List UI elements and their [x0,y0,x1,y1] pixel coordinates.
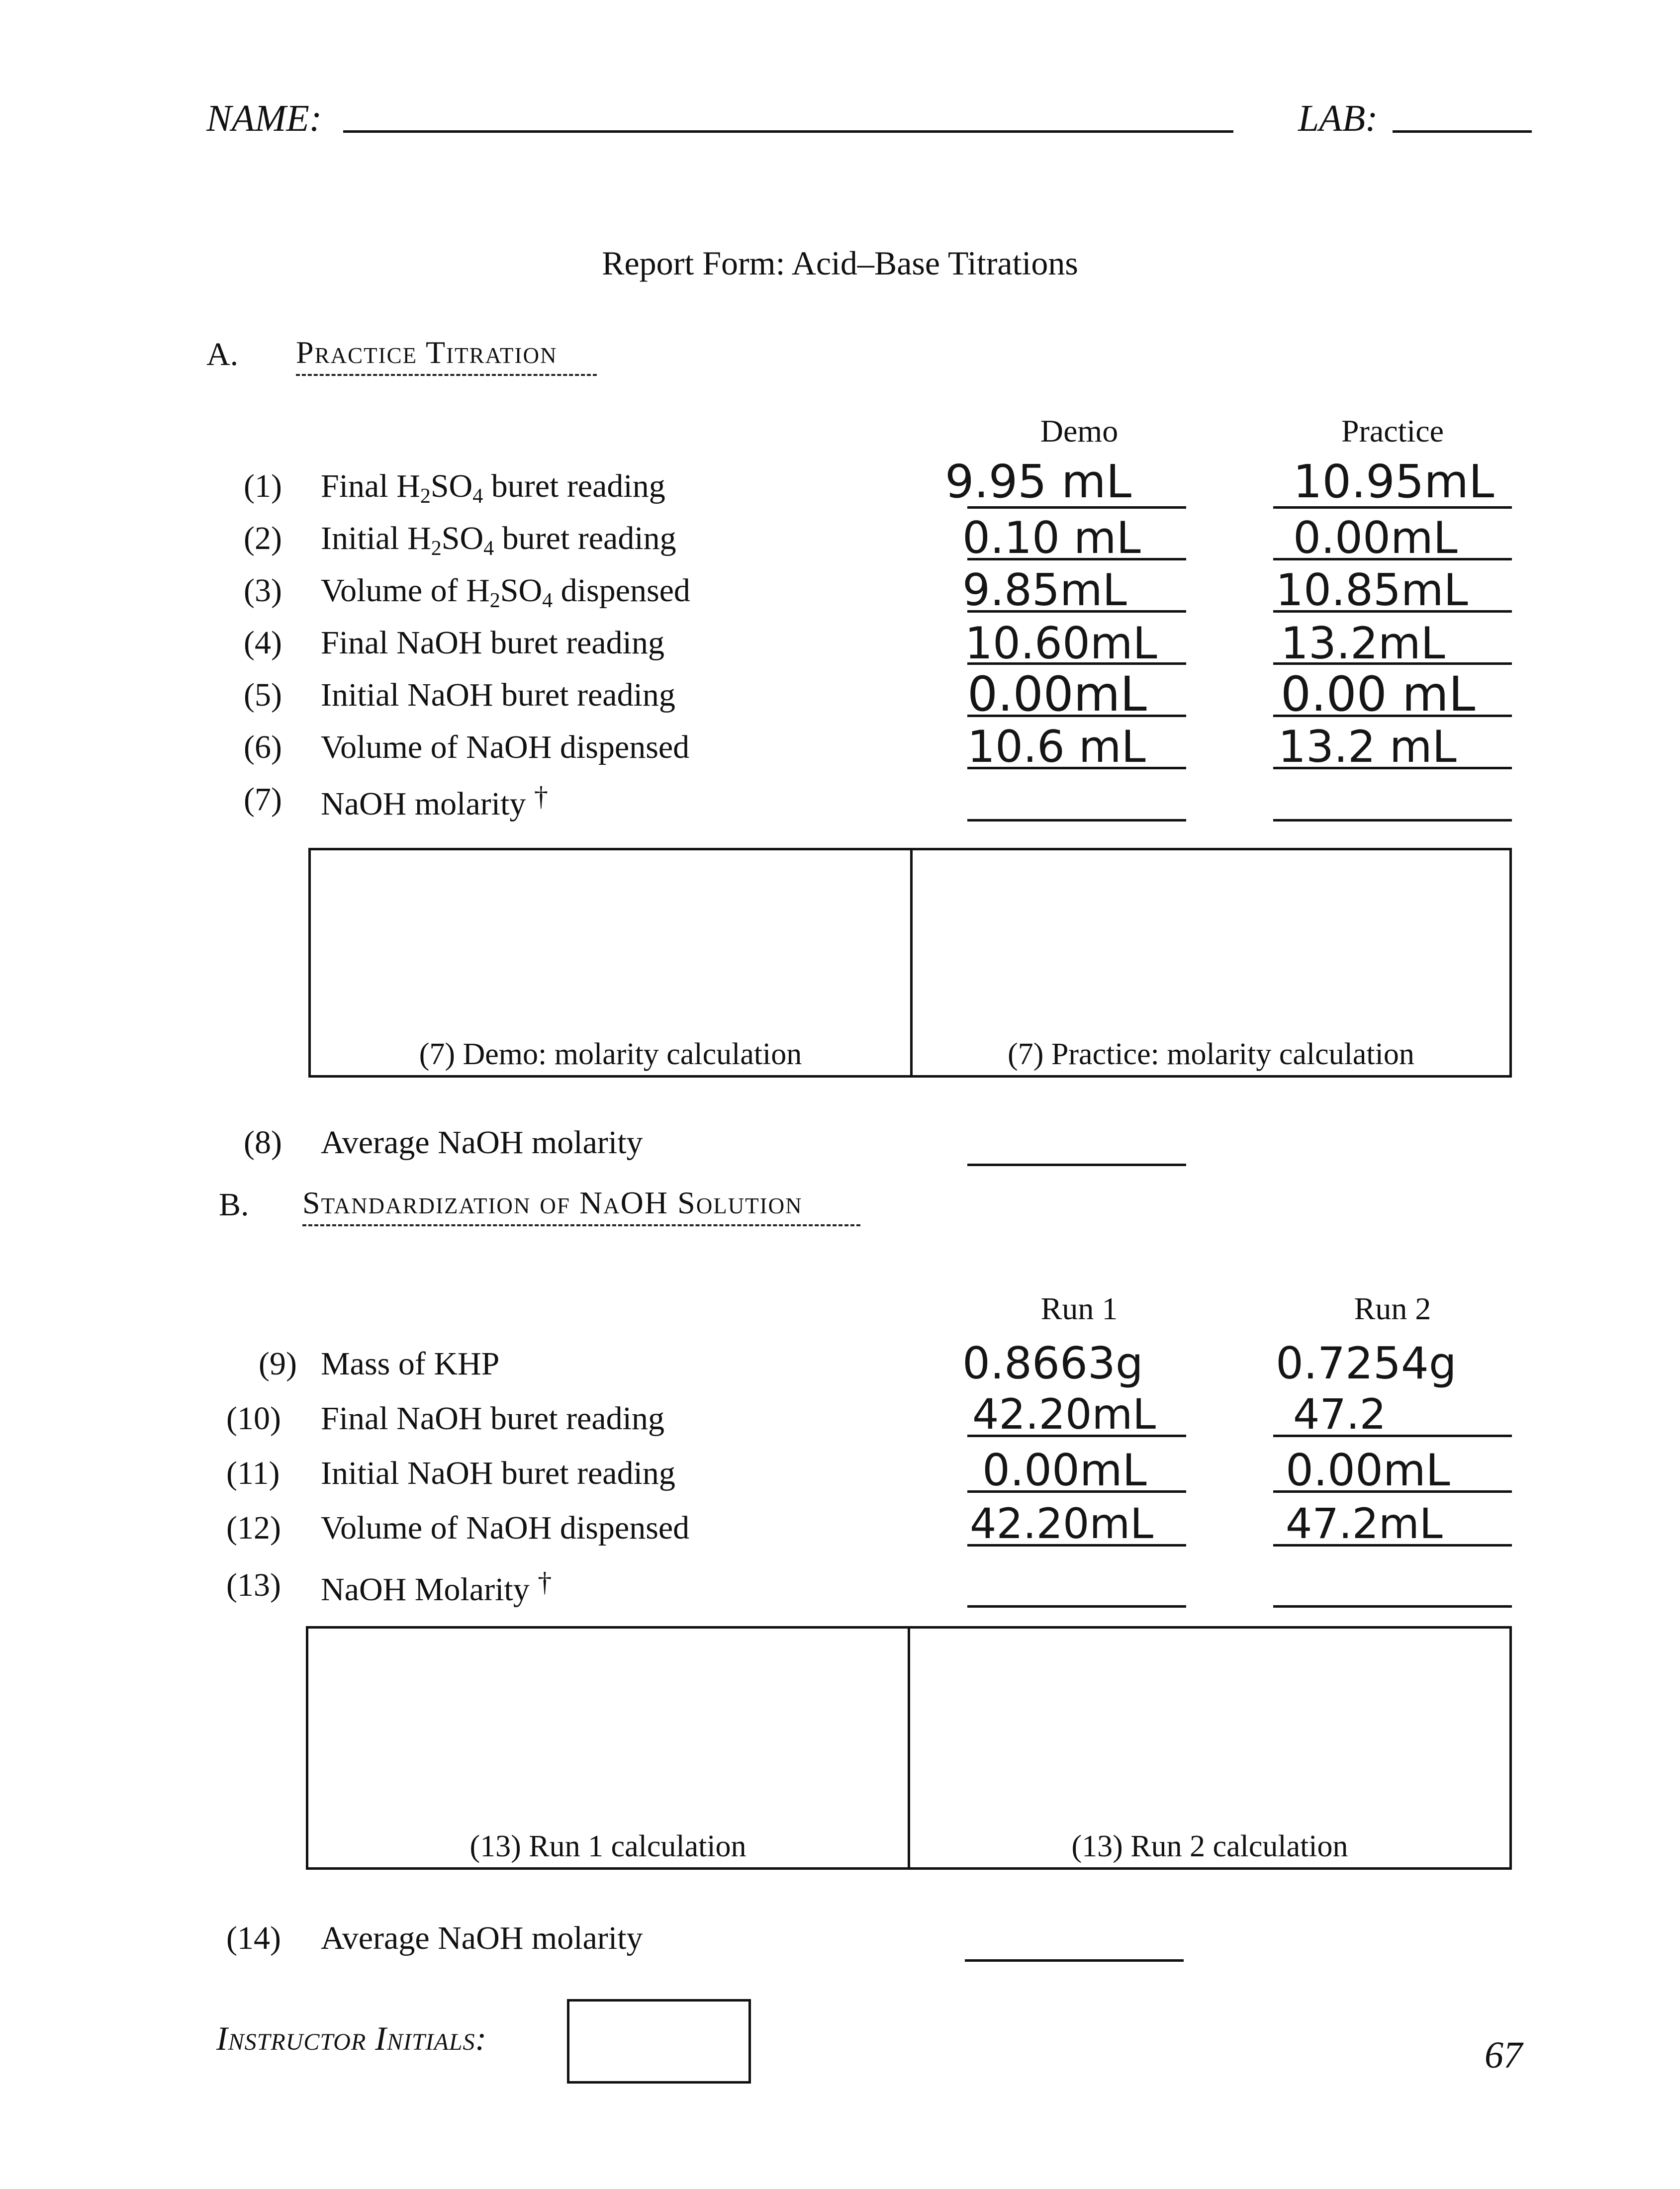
run2-calculation-caption: (13) Run 2 calculation [1071,1829,1348,1863]
average-molarity-answer-line[interactable] [965,1959,1184,1962]
row-number: (13) [226,1567,281,1603]
practice-value[interactable]: 13.2 mL [1278,721,1457,772]
label-part: Volume of H [321,572,490,609]
practice-value[interactable]: 0.00mL [1293,512,1458,563]
demo-calculation-caption: (7) Demo: molarity calculation [419,1037,802,1071]
label-text: NaOH Molarity [321,1571,530,1608]
subscript: 2 [431,537,442,560]
section-a-heading: Practice Titration [296,335,558,370]
average-molarity-answer-line[interactable] [967,1164,1186,1166]
section-a-heading-underline [296,374,597,376]
demo-answer-line [967,506,1186,509]
label-part: SO [430,468,473,504]
lab-field[interactable] [1393,130,1532,133]
run1-answer-line [967,1435,1186,1437]
row-label-naoh-molarity [321,781,548,823]
practice-answer-line [1273,506,1512,509]
row-number: (10) [226,1400,281,1437]
practice-answer-line [1273,715,1512,717]
row-number: (14) [226,1920,281,1956]
row-label-final-naoh: Final NaOH buret reading [321,1400,664,1437]
label-part: Initial H [321,520,431,556]
row-label-volume-naoh: Volume of NaOH dispensed [321,729,690,765]
practice-answer-line [1273,767,1512,769]
run2-value[interactable]: 0.00mL [1286,1445,1450,1496]
row-label-average-molarity: Average NaOH molarity [321,1920,643,1956]
practice-answer-line [1273,610,1512,613]
page-title: Report Form: Acid–Base Titrations [602,244,1078,282]
demo-answer-line [967,558,1186,560]
row-label-volume-naoh: Volume of NaOH dispensed [321,1510,690,1546]
row-number: (1) [244,468,282,504]
run1-answer-line [967,1544,1186,1547]
row-label-final-h2so4 [321,467,665,508]
demo-value[interactable]: 10.60mL [965,618,1157,669]
demo-answer-line[interactable] [967,819,1186,821]
row-label-volume-h2so4 [321,572,690,613]
demo-answer-line [967,715,1186,717]
run1-answer-line[interactable] [967,1605,1186,1608]
row-label-mass-khp: Mass of KHP [321,1346,500,1382]
label-part: SO [441,520,484,556]
demo-value[interactable]: 0.00mL [967,666,1147,722]
practice-value[interactable]: 10.95mL [1293,455,1494,508]
run1-value[interactable]: 42.20mL [970,1499,1154,1548]
row-number: (2) [244,520,282,556]
run1-calculation-caption: (13) Run 1 calculation [469,1829,747,1863]
section-b-letter: B. [219,1186,249,1223]
practice-calculation-caption: (7) Practice: molarity calculation [1008,1037,1414,1071]
practice-value[interactable]: 13.2mL [1281,618,1445,669]
row-number: (3) [244,572,282,609]
practice-answer-line [1273,662,1512,665]
practice-value[interactable]: 10.85mL [1276,564,1468,616]
row-label-naoh-molarity [321,1566,552,1609]
run2-answer-line[interactable] [1273,1605,1512,1608]
demo-value[interactable]: 9.95 mL [945,455,1131,508]
practice-value[interactable]: 0.00 mL [1281,666,1476,722]
subscript: 2 [489,589,500,612]
row-label-initial-h2so4 [321,520,676,560]
label-part: dispensed [553,572,690,609]
label-text: NaOH molarity [321,786,526,822]
row-label-average-molarity: Average NaOH molarity [321,1124,643,1161]
run2-value[interactable]: 47.2 [1293,1390,1387,1439]
lab-label: LAB: [1298,97,1378,139]
dagger-mark: † [534,781,548,812]
row-number: (8) [244,1124,282,1161]
row-number: (4) [244,625,282,661]
run2-answer-line [1273,1435,1512,1437]
row-number: (12) [226,1510,281,1546]
demo-answer-line [967,662,1186,665]
run1-value[interactable]: 0.8663g [962,1338,1143,1389]
practice-answer-line [1273,558,1512,560]
run1-value[interactable]: 0.00mL [982,1445,1147,1496]
row-number: (7) [244,781,282,818]
column-header-run2: Run 2 [1354,1291,1431,1326]
subscript: 4 [472,485,483,508]
column-header-run1: Run 1 [1040,1291,1118,1326]
demo-answer-line [967,767,1186,769]
instructor-initials-label: Instructor Initials: [216,2019,487,2057]
subscript: 4 [542,589,553,612]
section-b-heading: Standardization of NaOH Solution [302,1185,803,1220]
run1-value[interactable]: 42.20mL [972,1390,1156,1439]
run2-value[interactable]: 0.7254g [1276,1338,1457,1389]
row-number: (5) [244,677,282,713]
name-label: NAME: [206,97,322,139]
demo-value[interactable]: 0.10 mL [962,512,1141,563]
column-header-practice: Practice [1341,413,1444,449]
run2-answer-line [1273,1490,1512,1493]
row-label-initial-naoh: Initial NaOH buret reading [321,1455,675,1491]
run2-value[interactable]: 47.2mL [1286,1499,1443,1548]
label-part: buret reading [494,520,676,556]
row-label-initial-naoh: Initial NaOH buret reading [321,677,675,713]
label-part: buret reading [483,468,665,504]
section-b-heading-underline [302,1224,860,1226]
subscript: 4 [483,537,494,560]
run2-answer-line [1273,1544,1512,1547]
section-a-letter: A. [206,336,239,372]
demo-answer-line [967,610,1186,613]
row-number: (11) [226,1455,280,1491]
dagger-mark: † [538,1567,552,1598]
label-part: SO [500,572,543,609]
column-header-demo: Demo [1040,413,1119,449]
run1-answer-line [967,1490,1186,1493]
practice-answer-line[interactable] [1273,819,1512,821]
subscript: 2 [420,485,431,508]
name-field[interactable] [343,130,1233,133]
row-label-final-naoh: Final NaOH buret reading [321,625,664,661]
instructor-initials-box[interactable] [567,1999,751,2084]
demo-value[interactable]: 10.6 mL [967,721,1146,772]
row-number: (9) [259,1346,297,1382]
page-number: 67 [1485,2034,1522,2076]
row-number: (6) [244,729,282,765]
label-part: Final H [321,468,420,504]
demo-value[interactable]: 9.85mL [962,564,1127,616]
